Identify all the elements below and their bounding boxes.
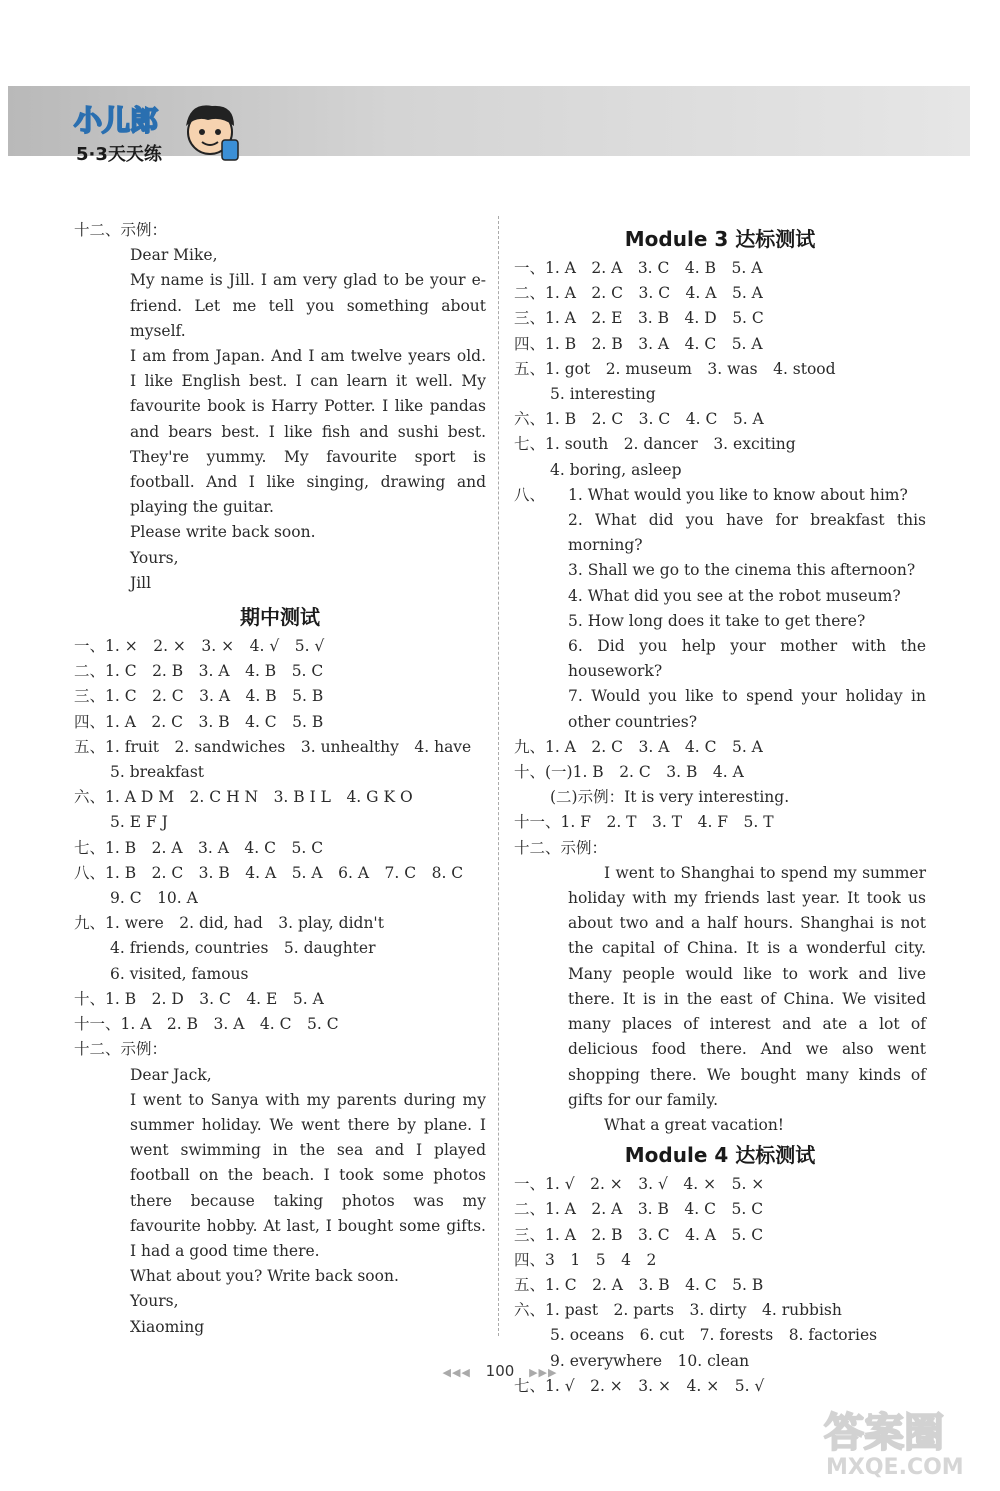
answer-line: 十一、1. F 2. T 3. T 4. F 5. T [514,813,774,832]
answer-line: 9. C 10. A [110,889,198,908]
watermark-url: MXQE.COM [826,1455,964,1480]
answer-line: 三、1. C 2. C 3. A 4. B 5. B [74,687,324,706]
answer-line: 4. friends, countries 5. daughter [110,939,376,958]
arrows-right-icon: ▶▶▶ [529,1366,558,1379]
answer-line: 七、1. B 2. A 3. A 4. C 5. C [74,838,324,857]
essay2-salutation: Dear Jack, [130,1065,212,1084]
answer-line: 九、1. were 2. did, had 3. play, didn't [74,914,384,933]
q8-sentence: 5. How long does it take to get there? [568,611,866,630]
answer-line: 9. everywhere 10. clean [550,1351,750,1370]
module3-title: Module 3 达标测试 [624,227,816,251]
answer-line: 七、1. √ 2. × 3. × 4. × 5. √ [514,1376,765,1395]
q8-block [514,483,926,735]
q8-sentence: 1. What would you like to know about him? [568,485,908,504]
essay1-paragraph-3: Please write back soon. [130,523,316,542]
answer-line: 四、1. A 2. C 3. B 4. C 5. B [74,712,324,731]
module3-essay: I went to Shanghai to spend my summer holiday with my friends last year. It took us about two and a half hours. Shanghai is not the capital of China. It is a wonderful city. Many people would like to work and live there. It is in the east of China. We visited many places of interest and ate a lot of delicious food there. And we also went shopping there. We bought many kinds of gifts for our family. [568,863,926,1109]
answer-line: 五、1. C 2. A 3. B 4. C 5. B [514,1275,764,1294]
answer-line: 四、3 1 5 4 2 [514,1250,657,1269]
answer-line: 九、1. A 2. C 3. A 4. C 5. A [514,737,763,756]
left-column [74,218,486,1340]
module3-essay-end: What a great vacation! [604,1115,785,1134]
answer-line: 6. visited, famous [110,964,249,983]
essay2-signature: Xiaoming [130,1317,205,1336]
answer-line: 五、1. fruit 2. sandwiches 3. unhealthy 4. have [74,737,472,756]
arrows-left-icon: ◀◀◀ [442,1366,471,1379]
q8-sentence: 7. Would you like to spend your holiday in other countries? [568,687,926,731]
q8-sentence: 3. Shall we go to the cinema this afternoon? [568,561,916,580]
answer-line: 一、1. √ 2. × 3. √ 4. × 5. × [514,1175,765,1194]
brand-main-text: 小儿郎 [74,104,159,137]
watermark-logo [818,1400,988,1480]
answer-line: 一、1. A 2. A 3. C 4. B 5. A [514,259,763,277]
essay1-salutation: Dear Mike, [130,246,218,265]
answer-line: 十、(一)1. B 2. C 3. B 4. A [514,763,744,782]
answer-line: 十二、示例： [514,838,608,857]
answer-line: 5. interesting [550,385,656,404]
answer-line: 三、1. A 2. B 3. C 4. A 5. C [514,1225,764,1244]
answer-line: 二、1. A 2. C 3. C 4. A 5. A [514,284,763,303]
brand-logo [72,96,252,168]
answer-line: 四、1. B 2. B 3. A 4. C 5. A [514,334,763,353]
answer-line: (二)示例：It is very interesting. [550,788,790,807]
answer-line: 六、1. B 2. C 3. C 4. C 5. A [514,410,764,429]
essay1-label: 十二、示例： [74,221,168,239]
answer-line: 二、1. C 2. B 3. A 4. B 5. C [74,662,324,681]
page-number: 100 [485,1362,515,1380]
essay2-paragraph: I went to Sanya with my parents during my summer holiday. We went there by plane. I went swimming in the sea and I played football on the beach. I took some photos there because taking photos was my favourite hobby. At last, I bought some gifts. I had a good time there. [130,1090,486,1260]
essay1-closing: Yours, [130,548,179,567]
answer-line: 三、1. A 2. E 3. B 4. D 5. C [514,309,764,328]
module4-title: Module 4 达标测试 [624,1143,816,1168]
essay2-closing: Yours, [130,1292,179,1311]
column-divider [498,216,499,1336]
q8-sentence: 2. What did you have for breakfast this morning? [568,511,926,555]
essay1-paragraph-2: I am from Japan. And I am twelve years old. I like English best. I can learn it well. My favourite book is Harry Potter. I like pandas and bears best. I like fish and sushi best. They're yummy. My favourite sport is football. And I like singing, drawing and playing the guitar. [130,347,486,517]
brand-sub-text: 5·3天天练 [76,144,162,165]
answer-line: 六、1. past 2. parts 3. dirty 4. rubbish [514,1301,842,1320]
watermark-text: 答案圈 [824,1410,944,1456]
answer-line: 二、1. A 2. A 3. B 4. C 5. C [514,1200,764,1219]
midterm-title: 期中测试 [240,605,320,630]
q8-sentence: 4. What did you see at the robot museum? [568,586,901,605]
q8-label: 八、 [514,485,546,504]
answer-line: 十一、1. A 2. B 3. A 4. C 5. C [74,1015,339,1034]
answer-line: 4. boring, asleep [550,460,682,479]
essay1-signature: Jill [130,573,152,592]
essay2-line2: What about you? Write back soon. [130,1267,399,1286]
answer-line: 八、1. B 2. C 3. B 4. A 5. A 6. A 7. C 8. C [74,863,464,882]
answer-line: 七、1. south 2. dancer 3. exciting [514,435,796,454]
q8-sentence: 6. Did you help your mother with the housework? [568,637,926,681]
answer-line: 十、1. B 2. D 3. C 4. E 5. A [74,989,324,1008]
essay1-paragraph-1: My name is Jill. I am very glad to be your e-friend. Let me tell you something about myself. [130,271,486,340]
answer-line: 5. oceans 6. cut 7. forests 8. factories [550,1326,878,1345]
essay2-label: 十二、示例： [74,1040,168,1059]
page-footer [0,1362,1000,1380]
answer-line: 五、1. got 2. museum 3. was 4. stood [514,359,836,378]
answer-line: 5. breakfast [110,763,205,782]
answer-line: 一、1. × 2. × 3. × 4. √ 5. √ [74,637,325,656]
answer-line: 5. E F J [110,813,168,832]
answer-line: 六、1. A D M 2. C H N 3. B I L 4. G K O [74,788,413,807]
mascot-boy-icon [186,105,238,160]
right-column [514,222,926,1399]
